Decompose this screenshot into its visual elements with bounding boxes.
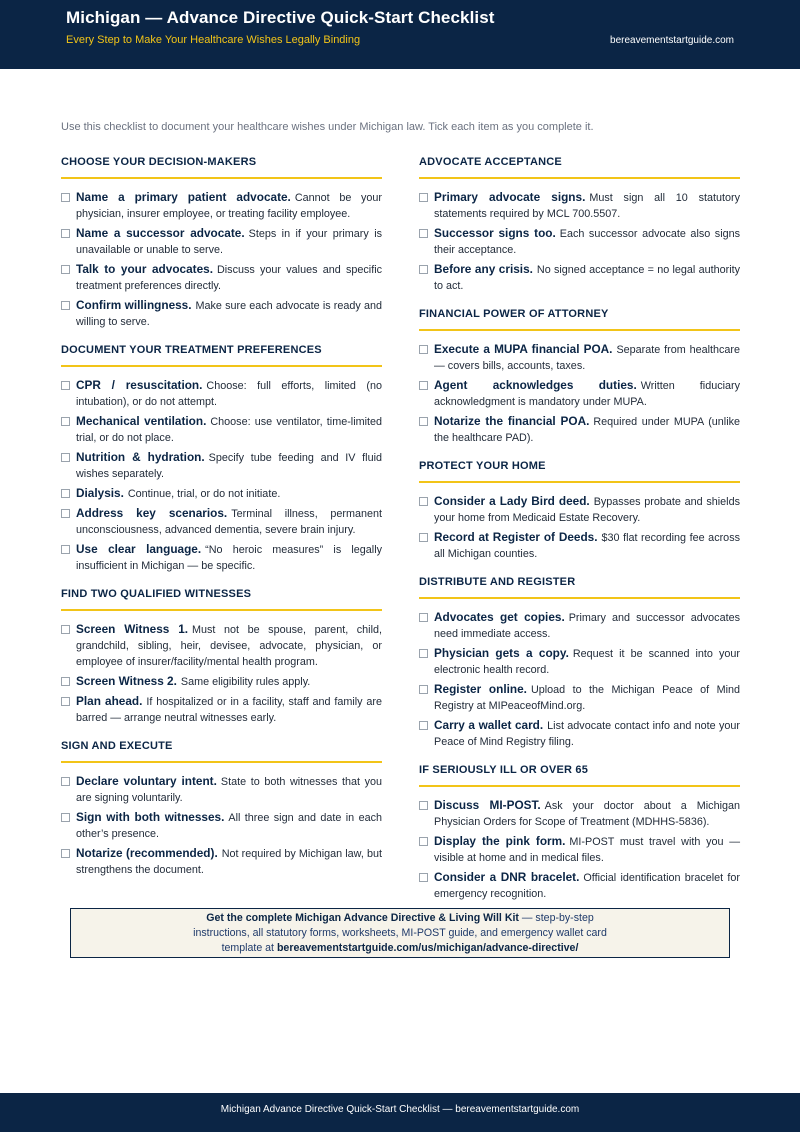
checkbox[interactable]	[61, 545, 70, 554]
item-description: Must not be spouse, parent, child, grandchild, sibling, heir, devisee, advocate, physician, or employee of insurer/facility/mental health program.	[76, 624, 382, 668]
document-title: Michigan — Advance Directive Quick-Start Checklist	[66, 8, 495, 27]
checklist-item	[61, 261, 382, 294]
checklist-item	[419, 717, 740, 750]
item-description: Specify tube feeding and IV fluid wishes separately.	[76, 452, 382, 480]
checklist-item	[419, 341, 740, 374]
item-description: Terminal illness, permanent unconsciousness, advanced dementia, severe brain injury.	[76, 508, 383, 536]
item-description: Same eligibility rules apply.	[180, 676, 311, 688]
item-description: Each successor advocate also signs their acceptance.	[434, 228, 740, 256]
item-description: Discuss your values and specific treatment preferences directly.	[76, 264, 382, 292]
checkbox[interactable]	[419, 229, 428, 238]
item-label: Carry a wallet card.	[434, 718, 544, 732]
item-description: Separate from healthcare — covers bills, accounts, taxes.	[434, 344, 740, 372]
item-label: Plan ahead.	[76, 694, 143, 708]
checkbox[interactable]	[419, 613, 428, 622]
checklist-section	[61, 344, 382, 574]
item-label: Notarize (recommended).	[76, 846, 218, 860]
checkbox[interactable]	[419, 873, 428, 882]
checklist-item	[61, 297, 382, 330]
kit-callout-link[interactable]: bereavementstartguide.com/us/michigan/advance-directive/	[276, 942, 579, 954]
intro-text: Use this checklist to document your healthcare wishes under Michigan law. Tick each item as you complete it.	[61, 121, 594, 133]
checkbox[interactable]	[61, 229, 70, 238]
item-description: Official identification bracelet for emergency recognition.	[434, 872, 740, 900]
checkbox[interactable]	[61, 301, 70, 310]
item-label: Nutrition & hydration.	[76, 450, 205, 464]
item-description: Bypasses probate and shields your home from Medicaid Estate Recovery.	[434, 496, 740, 524]
section-heading: CHOOSE YOUR DECISION-MAKERS	[61, 156, 382, 179]
section-heading: ADVOCATE ACCEPTANCE	[419, 156, 740, 179]
item-label: CPR / resuscitation.	[76, 378, 203, 392]
checklist-section	[61, 156, 382, 330]
item-label: Register online.	[434, 682, 527, 696]
item-description: Not required by Michigan law, but strengthens the document.	[76, 848, 383, 876]
checklist-item	[419, 869, 740, 902]
checklist-item	[61, 809, 382, 842]
checklist-item	[61, 225, 382, 258]
checkbox[interactable]	[419, 497, 428, 506]
checklist-item	[61, 189, 382, 222]
checklist-item	[419, 833, 740, 866]
section-heading: FINANCIAL POWER OF ATTORNEY	[419, 308, 740, 331]
checklist-item	[419, 413, 740, 446]
item-description: MI-POST must travel with you — visible at home and in medical files.	[434, 836, 741, 864]
item-label: Talk to your advocates.	[76, 262, 213, 276]
item-label: Successor signs too.	[434, 226, 556, 240]
item-label: Consider a Lady Bird deed.	[434, 494, 590, 508]
item-label: Display the pink form.	[434, 834, 566, 848]
checkbox[interactable]	[419, 345, 428, 354]
checkbox[interactable]	[61, 509, 70, 518]
checklist-section	[419, 764, 740, 902]
checkbox[interactable]	[419, 417, 428, 426]
item-description: If hospitalized or in a facility, staff and family are barred — arrange neutral witnesses early.	[76, 696, 382, 724]
checklist-section	[419, 460, 740, 562]
item-description: Cannot be your physician, insurer employee, or treating facility employee.	[76, 192, 383, 220]
item-description: Ask your doctor about a Michigan Physician Orders for Scope of Treatment (MDHHS-5836).	[434, 800, 740, 828]
checkbox[interactable]	[61, 489, 70, 498]
item-label: Screen Witness 1.	[76, 622, 189, 636]
checklist-section	[419, 156, 740, 294]
checklist-item	[419, 609, 740, 642]
item-description: List advocate contact info and note your Peace of Mind Registry filing.	[434, 720, 740, 748]
item-description: All three sign and date in each other’s presence.	[76, 812, 382, 840]
item-label: Address key scenarios.	[76, 506, 228, 520]
item-label: Mechanical ventilation.	[76, 414, 207, 428]
section-heading: DISTRIBUTE AND REGISTER	[419, 576, 740, 599]
item-description: Choose: use ventilator, time-limited trial, or do not place.	[76, 416, 382, 444]
checkbox[interactable]	[419, 533, 428, 542]
item-label: Sign with both witnesses.	[76, 810, 225, 824]
checkbox[interactable]	[61, 193, 70, 202]
checklist-item	[419, 681, 740, 714]
checklist-item	[419, 189, 740, 222]
checklist-item	[419, 797, 740, 830]
checkbox[interactable]	[419, 381, 428, 390]
checklist-item	[61, 773, 382, 806]
checkbox[interactable]	[419, 193, 428, 202]
item-label: Name a successor advocate.	[76, 226, 245, 240]
item-label: Discuss MI-POST.	[434, 798, 541, 812]
item-description: Required under MUPA (unlike the healthcare PAD).	[434, 416, 740, 444]
checkbox[interactable]	[61, 265, 70, 274]
item-description: Upload to the Michigan Peace of Mind Registry at MIPeaceofMind.org.	[434, 684, 740, 712]
item-description: Make sure each advocate is ready and willing to serve.	[76, 300, 382, 328]
kit-callout-body: — step-by-step instructions, all statutory forms, worksheets, MI-POST guide, and emergency wallet card template at	[193, 912, 607, 954]
checklist-item	[61, 693, 382, 726]
checkbox[interactable]	[61, 849, 70, 858]
checklist-section	[61, 588, 382, 726]
checkbox[interactable]	[419, 685, 428, 694]
document-subtitle: Every Step to Make Your Healthcare Wishes Legally Binding	[66, 34, 361, 46]
item-description: $30 flat recording fee across all Michigan counties.	[434, 532, 740, 560]
item-label: Physician gets a copy.	[434, 646, 569, 660]
item-label: Notarize the financial POA.	[434, 414, 590, 428]
item-description: Continue, trial, or do not initiate.	[127, 488, 281, 500]
checklist-item	[61, 541, 382, 574]
checklist-item	[419, 377, 740, 410]
checkbox[interactable]	[61, 381, 70, 390]
checklist-item	[61, 413, 382, 446]
checklist-item	[61, 485, 382, 502]
checklist-item	[61, 845, 382, 878]
section-heading: DOCUMENT YOUR TREATMENT PREFERENCES	[61, 344, 382, 367]
page-footer: Michigan Advance Directive Quick-Start Checklist — bereavementstartguide.com	[0, 1093, 800, 1132]
section-heading: IF SERIOUSLY ILL OR OVER 65	[419, 764, 740, 787]
checkbox[interactable]	[61, 677, 70, 686]
item-label: Agent acknowledges duties.	[434, 378, 637, 392]
item-label: Name a primary patient advocate.	[76, 190, 291, 204]
item-label: Primary advocate signs.	[434, 190, 586, 204]
checkbox[interactable]	[61, 697, 70, 706]
kit-callout-box	[70, 908, 730, 958]
item-description: Must sign all 10 statutory statements required by MCL 700.5507.	[434, 192, 740, 220]
checklist-item	[61, 449, 382, 482]
checkbox[interactable]	[419, 265, 428, 274]
right-column	[419, 156, 740, 916]
item-description: “No heroic measures” is legally insufficient in Michigan — be specific.	[76, 544, 382, 572]
item-description: Written fiduciary acknowledgment is mandatory under MUPA.	[434, 380, 741, 408]
item-description: Primary and successor advocates need immediate access.	[434, 612, 740, 640]
checkbox[interactable]	[61, 813, 70, 822]
item-label: Confirm willingness.	[76, 298, 192, 312]
checkbox[interactable]	[419, 649, 428, 658]
item-label: Use clear language.	[76, 542, 202, 556]
checklist-item	[419, 261, 740, 294]
checklist-item	[61, 377, 382, 410]
header-site-link[interactable]: bereavementstartguide.com	[610, 35, 734, 46]
kit-callout-text	[180, 911, 620, 956]
checkbox[interactable]	[419, 837, 428, 846]
checklist-item	[61, 673, 382, 690]
checklist-item	[419, 645, 740, 678]
checklist-item	[61, 621, 382, 670]
checklist-item	[61, 505, 382, 538]
left-column	[61, 156, 382, 892]
checkbox[interactable]	[61, 417, 70, 426]
kit-callout-title: Get the complete Michigan Advance Directive & Living Will Kit	[206, 912, 519, 924]
checklist-section	[61, 740, 382, 878]
checkbox[interactable]	[419, 801, 428, 810]
checklist-section	[419, 576, 740, 750]
item-description: No signed acceptance = no legal authority to act.	[434, 264, 740, 292]
checkbox[interactable]	[61, 777, 70, 786]
item-label: Screen Witness 2.	[76, 674, 177, 688]
item-label: Record at Register of Deeds.	[434, 530, 598, 544]
item-description: Steps in if your primary is unavailable or unable to serve.	[76, 228, 382, 256]
item-label: Declare voluntary intent.	[76, 774, 217, 788]
checklist-section	[419, 308, 740, 446]
checklist-item	[419, 493, 740, 526]
checklist-item	[419, 529, 740, 562]
item-label: Before any crisis.	[434, 262, 533, 276]
item-description: State to both witnesses that you are signing voluntarily.	[76, 776, 382, 804]
item-label: Consider a DNR bracelet.	[434, 870, 580, 884]
checkbox[interactable]	[419, 721, 428, 730]
checkbox[interactable]	[61, 453, 70, 462]
item-description: Request it be scanned into your electronic health record.	[434, 648, 740, 676]
page-header	[0, 0, 800, 69]
item-description: Choose: full efforts, limited (no intubation), or do not attempt.	[76, 380, 382, 408]
section-heading: SIGN AND EXECUTE	[61, 740, 382, 763]
section-heading: FIND TWO QUALIFIED WITNESSES	[61, 588, 382, 611]
checklist-item	[419, 225, 740, 258]
section-heading: PROTECT YOUR HOME	[419, 460, 740, 483]
checkbox[interactable]	[61, 625, 70, 634]
item-label: Execute a MUPA financial POA.	[434, 342, 613, 356]
item-label: Advocates get copies.	[434, 610, 565, 624]
item-label: Dialysis.	[76, 486, 124, 500]
